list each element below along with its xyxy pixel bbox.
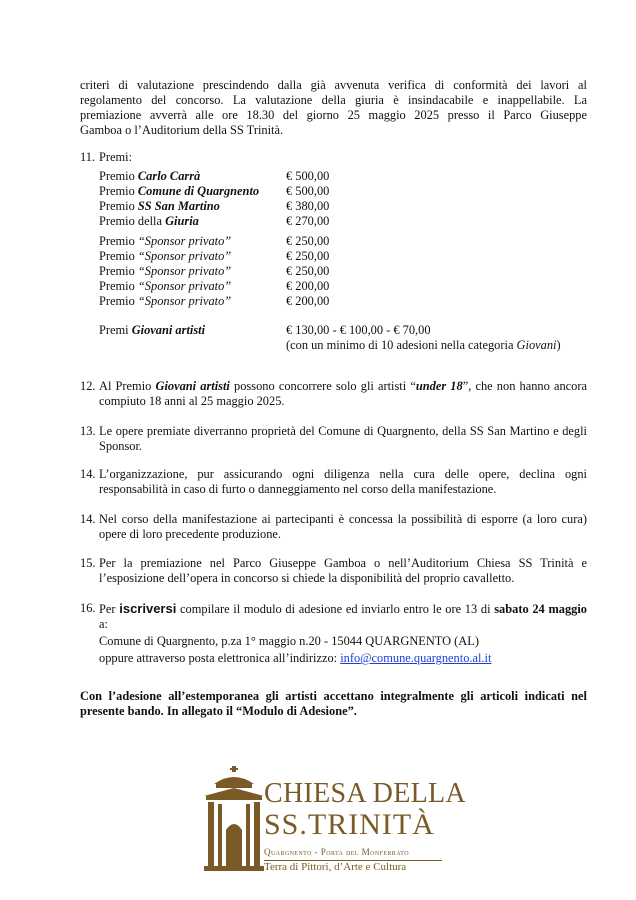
email-link[interactable]: info@comune.quargnento.al.it (340, 651, 492, 665)
prize-name: “Sponsor privato” (137, 234, 232, 248)
prize-row (99, 214, 579, 229)
prize-prefix: Premio (99, 264, 135, 278)
prize-value: € 250,00 (286, 234, 330, 248)
item-number: 16. (80, 601, 96, 615)
prize-name: “Sponsor privato” (137, 264, 232, 278)
item-text: Al Premio (99, 379, 156, 393)
item-15 (80, 556, 587, 586)
logo-line-3: Quargnento - Porta del Monferrato (264, 847, 409, 857)
prize-value: € 130,00 - € 100,00 - € 70,00 (286, 323, 431, 337)
prize-prefix: Premio (99, 169, 135, 183)
prize-name: “Sponsor privato” (137, 249, 232, 263)
prize-name: Comune di Quargnento (137, 184, 260, 198)
item-text-emph: sabato 24 maggio (494, 602, 587, 616)
prize-prefix: Premi (99, 323, 129, 337)
prize-row (99, 234, 579, 249)
prize-name: “Sponsor privato” (137, 294, 232, 308)
prizes-heading: Premi: (99, 150, 133, 164)
prize-prefix: Premio (99, 279, 135, 293)
prize-value: € 500,00 (286, 169, 330, 183)
church-facade-icon (204, 766, 264, 871)
item-number: 12. (80, 379, 96, 393)
item-text: Per (99, 602, 120, 616)
logo-line-2: SS.TRINITÀ (264, 808, 435, 841)
email-line (99, 651, 587, 666)
young-prize-row (99, 323, 579, 338)
item-text: a: (99, 617, 108, 631)
item-number: 14. (80, 467, 96, 481)
item-text-emph: Giovani artisti (155, 379, 230, 393)
note-text: (con un minimo di 10 adesioni nella categoria (286, 338, 517, 352)
prize-row (99, 279, 579, 294)
logo-text (264, 780, 466, 874)
prize-value: € 200,00 (286, 294, 330, 308)
item-text: Per la premiazione nel Parco Giuseppe Gamboa o nell’Auditorium Chiesa SS Trinità e l’esposizione dell’opera in concorso si chiede la disponibilità del proprio cavalletto. (99, 556, 587, 585)
item-text-emph: under 18 (415, 379, 463, 393)
item-number: 14. (80, 512, 96, 526)
prize-prefix: Premio (99, 184, 135, 198)
item-text-emph: iscriversi (119, 601, 177, 616)
item-text: Nel corso della manifestazione ai partecipanti è concessa la possibilità di esporre (a loro cura) opere di loro precedente produzione. (99, 512, 587, 541)
prize-value: € 250,00 (286, 264, 330, 278)
prize-prefix: Premio della (99, 214, 162, 228)
item-text: L’organizzazione, pur assicurando ogni diligenza nella cura delle opere, declina ogni responsabilità in caso di furto o danneggiamento nel corso della manifestazione. (99, 467, 587, 496)
prize-row (99, 264, 579, 279)
prize-row (99, 294, 579, 309)
item-12 (80, 379, 587, 409)
item-text: ”, che non hanno ancora compiuto 18 anni al 25 maggio 2025. (99, 379, 587, 408)
item-14-second (80, 512, 587, 542)
item-13 (80, 424, 587, 454)
prize-value: € 200,00 (286, 279, 330, 293)
intro-paragraph (80, 78, 587, 138)
prize-prefix: Premio (99, 234, 135, 248)
intro-line: regolamento del concorso. La valutazione della giuria è insindacabile e inappellabile. La (80, 93, 587, 107)
intro-line: criteri di valutazione prescindendo dalla già avvenuta verifica di conformità dei lavori al (80, 78, 587, 92)
item-14 (80, 467, 587, 497)
prize-name: SS San Martino (137, 199, 220, 213)
prizes-number: 11. (80, 150, 96, 164)
logo-line-4: Terra di Pittori, d’Arte e Cultura (264, 861, 407, 873)
prize-prefix: Premio (99, 199, 135, 213)
item-16 (80, 601, 587, 666)
intro-line: premiazione avverrà alle ore 18.30 del giorno 25 maggio 2025 presso il Parco Giuseppe (80, 108, 587, 122)
item-text: possono concorrere solo gli artisti “ (229, 379, 416, 393)
prize-row (99, 199, 579, 214)
prize-row (99, 184, 579, 199)
intro-line: Gamboa o l’Auditorium della SS Trinità. (80, 123, 284, 137)
prize-name: Giovani artisti (131, 323, 206, 337)
prize-row (99, 169, 579, 184)
item-text: Le opere premiate diverranno proprietà del Comune di Quargnento, della SS San Martino e degli Sponsor. (99, 424, 587, 453)
address: Comune di Quargnento, p.za 1° maggio n.20 - 15044 QUARGNENTO (AL) (99, 634, 479, 648)
prize-name: Carlo Carrà (137, 169, 201, 183)
prize-name: “Sponsor privato” (137, 279, 232, 293)
item-text: compilare il modulo di adesione ed inviarlo entro le ore 13 di (176, 602, 495, 616)
note-italic: Giovani (516, 338, 557, 352)
prize-value: € 380,00 (286, 199, 330, 213)
item-text: oppure attraverso posta elettronica all’indirizzo: (99, 651, 341, 665)
logo-line-1: CHIESA DELLA (264, 778, 466, 809)
young-prize-note (99, 338, 579, 353)
note-text: ) (556, 338, 561, 352)
prize-value: € 250,00 (286, 249, 330, 263)
prize-value: € 500,00 (286, 184, 330, 198)
prize-row (99, 249, 579, 264)
prize-value: € 270,00 (286, 214, 330, 228)
item-number: 13. (80, 424, 96, 438)
item-number: 15. (80, 556, 96, 570)
prize-prefix: Premio (99, 294, 135, 308)
prize-name: Giuria (165, 214, 199, 228)
prize-prefix: Premio (99, 249, 135, 263)
closing-paragraph: Con l’adesione all’estemporanea gli artisti accettano integralmente gli articoli indicati nel presente bando. In allegato il “Modulo di Adesione”. (80, 689, 587, 718)
